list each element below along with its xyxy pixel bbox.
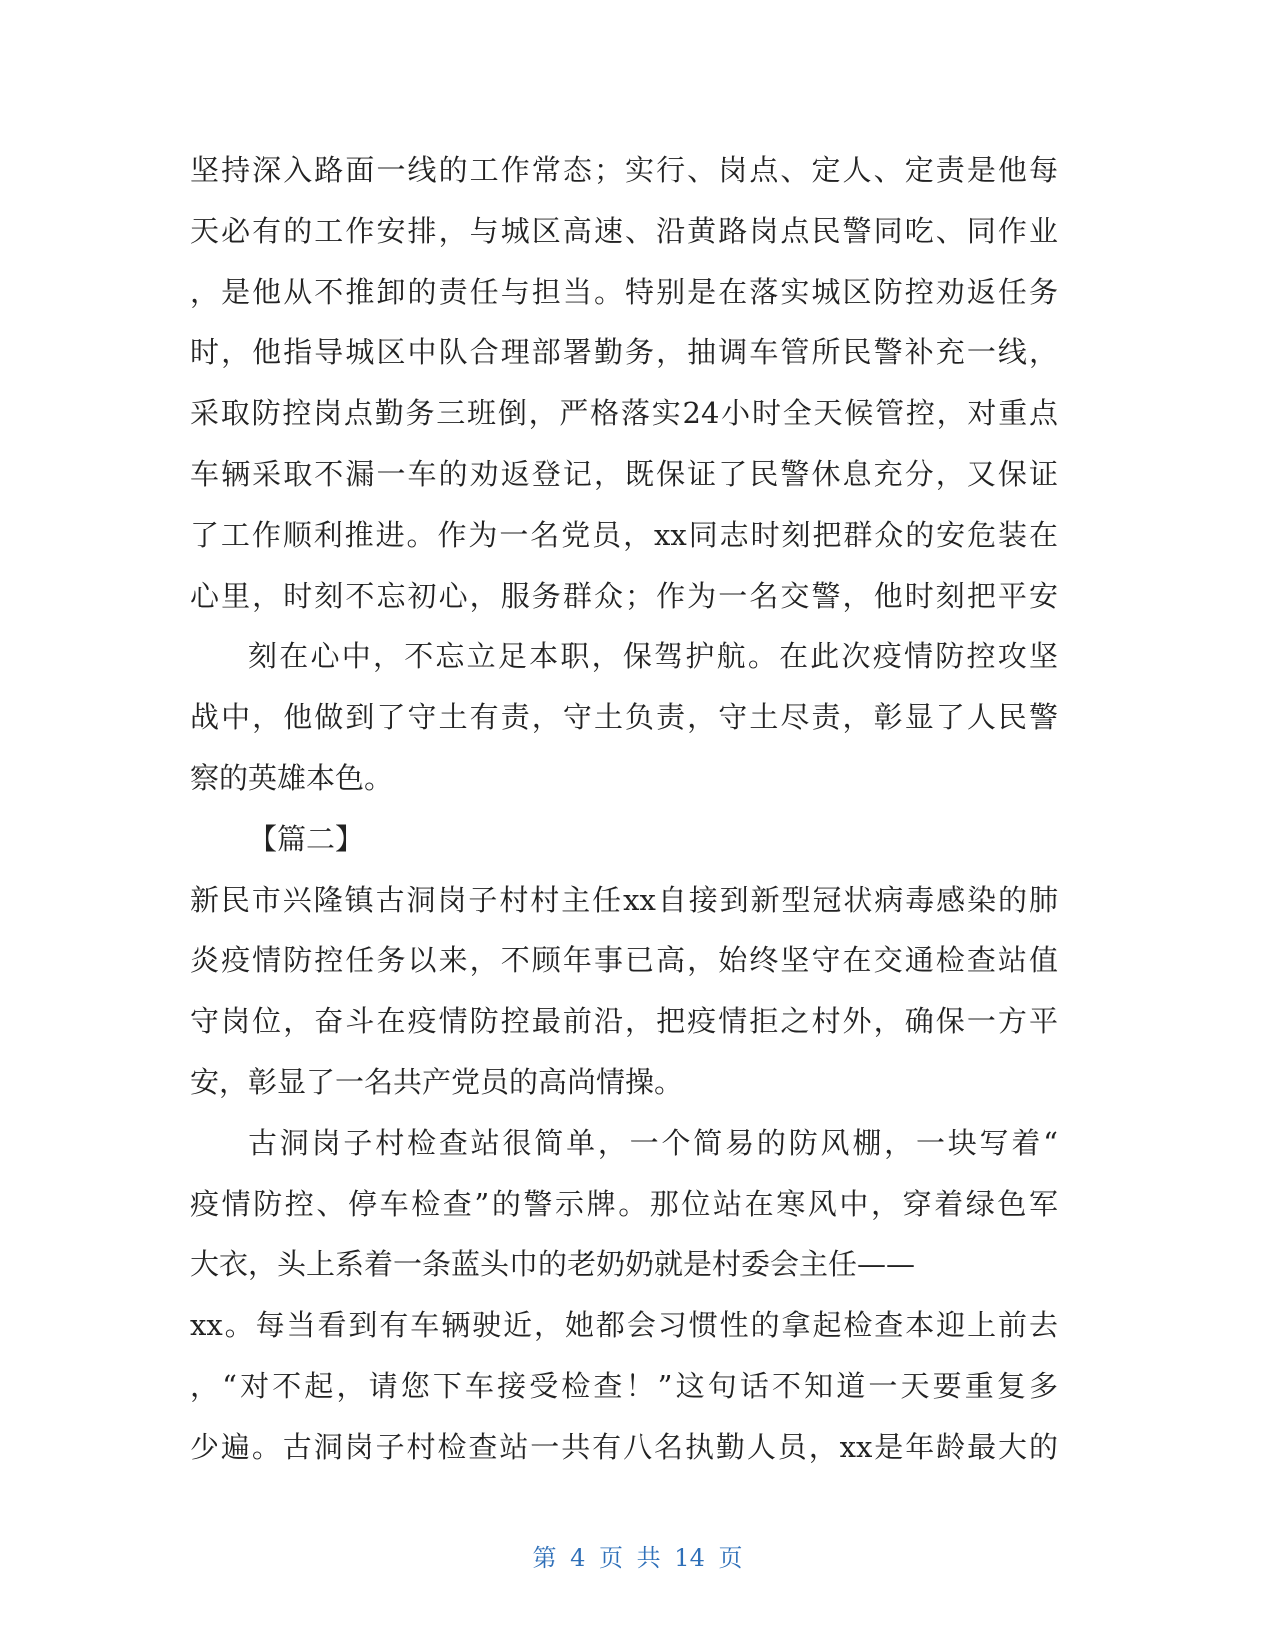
text-line: 炎疫情防控任务以来，不顾年事已高，始终坚守在交通检查站值 <box>190 943 1058 978</box>
text-line: 疫情防控、停车检查”的警示牌。那位站在寒风中，穿着绿色军 <box>190 1186 1058 1221</box>
text-line: ，是他从不推卸的责任与担当。特别是在落实城区防控劝返任务 <box>190 274 1058 309</box>
section-heading: 【篇二】 <box>248 821 365 856</box>
text-line: 战中，他做到了守土有责，守土负责，守土尽责，彰显了人民警 <box>190 700 1058 735</box>
text-line: 少遍。古洞岗子村检查站一共有八名执勤人员，xx是年龄最大的 <box>190 1429 1058 1464</box>
text-line: 古洞岗子村检查站很简单，一个简易的防风棚，一块写着“ <box>248 1125 1058 1160</box>
text-line: xx。每当看到有车辆驶近，她都会习惯性的拿起检查本迎上前去 <box>190 1308 1058 1343</box>
text-line: 天必有的工作安排，与城区高速、沿黄路岗点民警同吃、同作业 <box>190 213 1058 248</box>
text-line: 守岗位，奋斗在疫情防控最前沿，把疫情拒之村外，确保一方平 <box>190 1004 1058 1039</box>
page-number-footer: 第 4 页 共 14 页 <box>532 1544 743 1572</box>
text-line: 采取防控岗点勤务三班倒，严格落实24小时全天候管控，对重点 <box>190 396 1058 431</box>
text-line: 时，他指导城区中队合理部署勤务，抽调车管所民警补充一线， <box>190 335 1058 370</box>
text-line: 坚持深入路面一线的工作常态；实行、岗点、定人、定责是他每 <box>190 153 1058 187</box>
text-line: 刻在心中，不忘立足本职，保驾护航。在此次疫情防控攻坚 <box>248 639 1058 674</box>
text-line: 心里，时刻不忘初心，服务群众；作为一名交警，他时刻把平安 <box>190 578 1058 613</box>
text-line: ，“对不起，请您下车接受检查！”这句话不知道一天要重复多 <box>190 1368 1058 1403</box>
text-line: 了工作顺利推进。作为一名党员，xx同志时刻把群众的安危装在 <box>190 517 1058 552</box>
document-body <box>190 140 1058 1478</box>
text-line: 安，彰显了一名共产党员的高尚情操。 <box>190 1064 684 1099</box>
text-line: 察的英雄本色。 <box>190 760 394 795</box>
text-line: 大衣，头上系着一条蓝头巾的老奶奶就是村委会主任—— <box>190 1247 916 1282</box>
text-line: 新民市兴隆镇古洞岗子村村主任xx自接到新型冠状病毒感染的肺 <box>190 882 1058 917</box>
text-line: 车辆采取不漏一车的劝返登记，既保证了民警休息充分，又保证 <box>190 456 1058 491</box>
